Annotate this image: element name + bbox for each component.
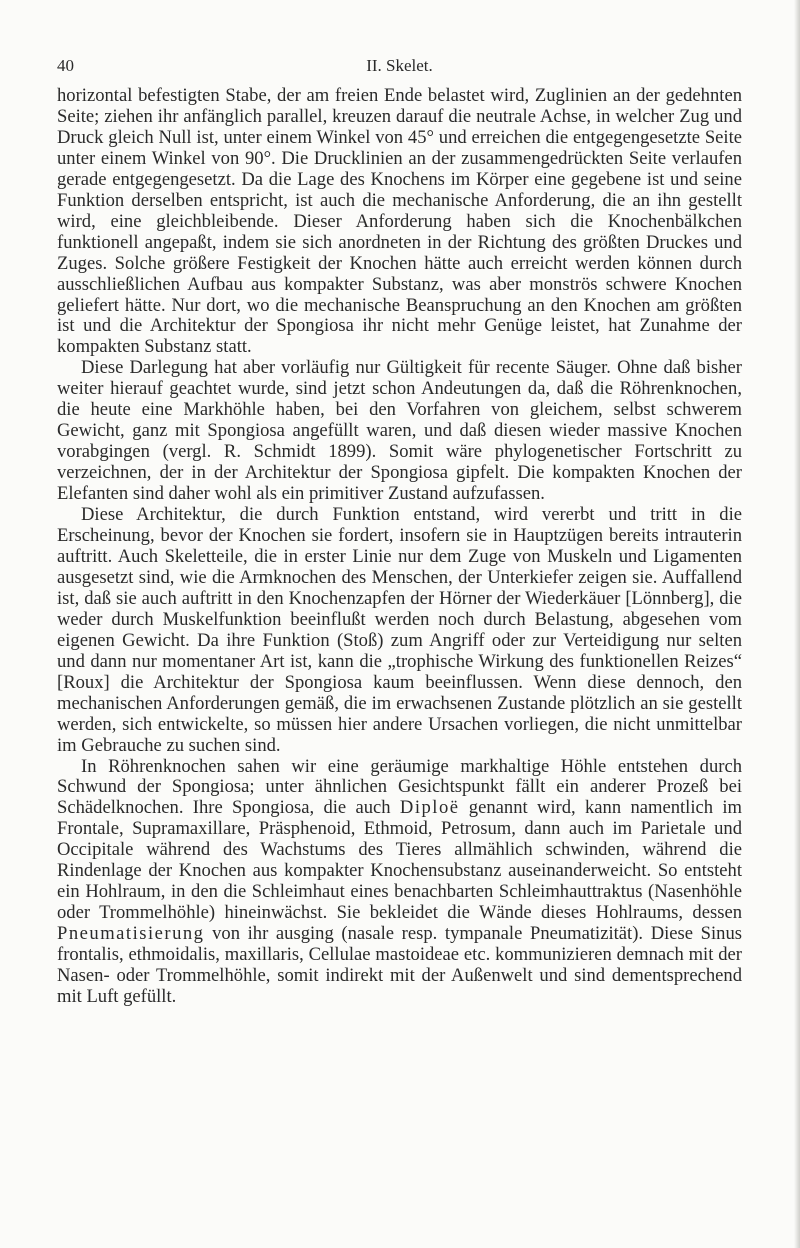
running-head: II. Skelet. [366,56,433,75]
paragraph [57,86,742,358]
paragraph [57,757,742,1008]
text-run: horizontal befestigten Stabe, der am freien Ende belastet wird, Zuglinien an der gedehnten Seite; ziehen ihr anfänglich parallel, kreuzen darauf die neutrale Achse, in welcher Zug und Druck gleich Null ist, unter einem Winkel von 45° und erreichen die entgegengesetzte Seite unter einem Winkel von 90°. Die Drucklinien an der zusammengedrückten Seite verlaufen gerade entgegengesetzt. Da die Lage des Knochens im Körper eine gegebene ist und seine Funktion derselben entspricht, ist auch die mechanische Anforderung, die an ihn gestellt wird, eine gleichbleibende. Dieser Anforderung haben sich die Knochenbälkchen funktionell angepaßt, indem sie sich anordneten in der Richtung des größten Druckes und Zuges. Solche größere Festigkeit der Knochen hätte auch erreicht werden können durch ausschließlichen Aufbau aus kompakter Substanz, was aber monströs schwere Knochen geliefert hätte. Nur dort, wo die mechanische Beanspruchung an den Knochen am größten ist und die Architektur der Spongiosa ihr nicht mehr Genüge leistet, hat Zunahme der kompakten Substanz statt. [57,85,742,358]
spaced-term: Pneumatisierung [57,923,205,945]
page-header [57,56,742,82]
page-number: 40 [57,56,74,75]
paragraph [57,358,742,505]
text-run: von ihr ausging (nasale resp. tympanale Pneumatizität). Diese Sinus frontalis, ethmoidalis, maxillaris, Cellulae mastoideae etc. kommunizieren demnach mit der Nasen- oder Trommelhöhle, somit indirekt mit der Außenwelt und sind dementsprechend mit Luft gefüllt. [57,923,742,1007]
spaced-term: Diploë [399,797,460,819]
text-run: genannt wird, kann namentlich im Frontale, Supramaxillare, Präsphenoid, Ethmoid, Petrosum, dann auch im Parietale und Occipitale während des Wachstums des Tieres allmählich schwinden, während die Rindenlage der Knochen aus kompakter Knochensubstanz auseinanderweicht. So entsteht ein Hohlraum, in den die Schleimhaut eines benachbarten Schleimhauttraktus (Nasenhöhle oder Trommelhöhle) hineinwächst. Sie bekleidet die Wände dieses Hohlraums, dessen [57,797,742,924]
text-run: Diese Architektur, die durch Funktion entstand, wird vererbt und tritt in die Erscheinung, bevor der Knochen sie fordert, insofern sie in Hauptzügen bereits intrauterin auftritt. Auch Skeletteile, die in erster Linie nur dem Zuge von Muskeln und Ligamenten ausgesetzt sind, wie die Armknochen des Menschen, der Unterkiefer zeigen sie. Auffallend ist, daß sie auch auftritt in den Knochenzapfen der Hörner der Wiederkäuer [Lönnberg], die weder durch Muskelfunktion beeinflußt werden noch durch Belastung, abgesehen vom eigenen Gewicht. Da ihre Funktion (Stoß) zum Angriff oder zur Verteidigung nur selten und dann nur momentaner Art ist, kann die „trophische Wirkung des funktionellen Reizes“ [Roux] die Architektur der Spongiosa kaum beeinflussen. Wenn diese dennoch, den mechanischen Anforderungen gemäß, die im erwachsenen Zustande plötzlich an sie gestellt werden, sich entwickelte, so müssen hier andere Ursachen vorliegen, die nicht unmittelbar im Gebrauche zu suchen sind. [57,504,742,756]
text-run: Diese Darlegung hat aber vorläufig nur Gültigkeit für recente Säuger. Ohne daß bisher weiter hierauf geachtet wurde, sind jetzt schon Andeutungen da, daß die Röhrenknochen, die heute eine Markhöhle haben, bei den Vorfahren von gleichem, selbst schwerem Gewicht, ganz mit Spongiosa angefüllt waren, und daß diesen wieder massive Knochen vorabgingen (vergl. R. Schmidt 1899). Somit wäre phylogenetischer Fortschritt zu verzeichnen, der in der Architektur der Spongiosa gipfelt. Die kompakten Knochen der Elefanten sind daher wohl als ein primitiver Zustand aufzufassen. [57,357,742,505]
paragraph [57,505,742,756]
text-run: In Röhrenknochen sahen wir eine geräumige markhaltige Höhle entstehen durch Schwund der Spongiosa; unter ähnlichen Gesichtspunkt fällt ein anderer Prozeß bei Schädelknochen. Ihre Spongiosa, die auch [57,755,742,819]
body-text [57,86,742,1008]
page-edge-shadow [794,0,800,1248]
